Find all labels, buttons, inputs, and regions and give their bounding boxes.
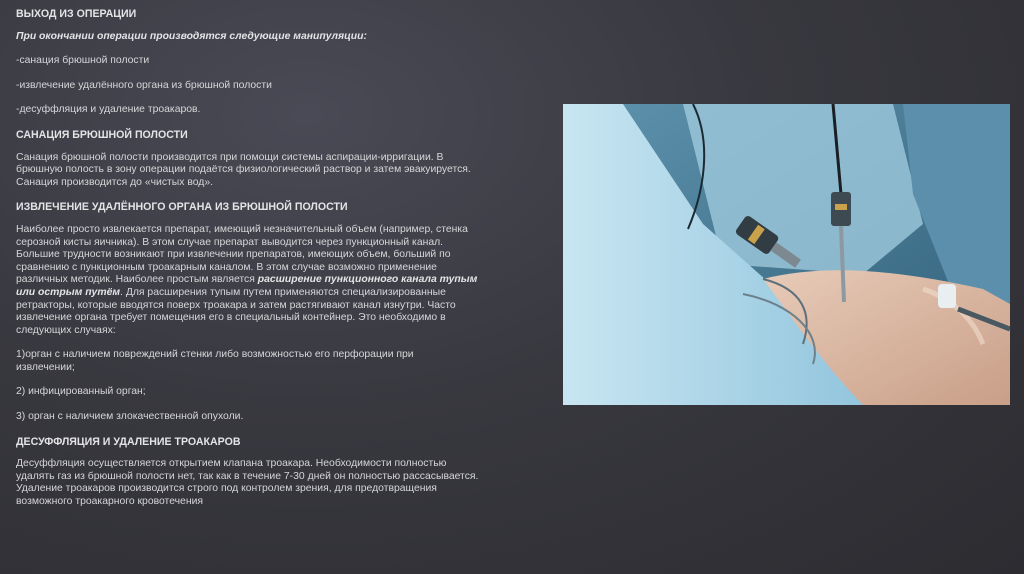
body-line: Большие трудности возникают при извлечении препаратов, имеющих объем, больший по — [16, 249, 451, 261]
emphasis-text: расширение пункционного канала тупым — [257, 274, 478, 286]
body-line: Санация производится до «чистых вод». — [16, 176, 214, 188]
body-line: ретракторы, которые вводятся поверх троакара и затем растягивают канал изнутри. Часто — [16, 299, 456, 311]
body-text: различных методик. Наиболее простым является — [16, 274, 258, 286]
body-line — [16, 287, 536, 300]
body-line: извлечение органа требует помещения его в специальный контейнер. Это необходимо в — [16, 312, 446, 324]
body-line: Удаление троакаров производится строго под контролем зрения, для предотвращения — [16, 483, 437, 495]
laparoscopy-photo — [563, 104, 1010, 405]
body-text: . Для расширения тупым путем применяются специализированные — [120, 286, 446, 298]
case-line: 1)орган с наличием повреждений стенки либо возможностью его перфорации при — [16, 349, 414, 361]
section-heading-desufflation: ДЕСУФФЛЯЦИЯ И УДАЛЕНИЕ ТРОАКАРОВ — [16, 435, 241, 448]
case-item: 3) орган с наличием злокачественной опухоли. — [16, 411, 244, 423]
case-item — [16, 349, 536, 374]
section-body-desufflation — [16, 458, 536, 508]
body-line: серозной кисты яичника). В этом случае препарат выводится через пункционный канал. — [16, 236, 444, 248]
case-item: 2) инфицированный орган; — [16, 386, 146, 398]
step-item: -десуффляция и удаление троакаров. — [16, 104, 201, 116]
body-line: Десуффляция осуществляется открытием клапана троакара. Необходимости полностью — [16, 458, 447, 470]
body-line — [16, 274, 536, 287]
body-line: удалять газ из брюшной полости нет, так как в течение 7-30 дней он полностью рассасывается. — [16, 470, 479, 482]
body-line: следующих случаях: — [16, 324, 116, 336]
section-heading-sanation: САНАЦИЯ БРЮШНОЙ ПОЛОСТИ — [16, 128, 188, 141]
slide-title: ВЫХОД ИЗ ОПЕРАЦИИ — [16, 8, 137, 20]
section-body-sanation — [16, 152, 536, 190]
section-heading-extraction: ИЗВЛЕЧЕНИЕ УДАЛЁННОГО ОРГАНА ИЗ БРЮШНОЙ ПОЛОСТИ — [16, 201, 348, 214]
intro-text: При окончании операции производятся следующие манипуляции: — [16, 30, 367, 42]
laparoscopy-illustration — [563, 104, 1010, 405]
body-line: Санация брюшной полости производится при помощи системы аспирации-ирригации. В — [16, 151, 444, 163]
body-line: брюшную полость в зону операции подаётся физиологический раствор и затем эвакуируется. — [16, 164, 471, 176]
step-item: -санация брюшной полости — [16, 55, 150, 67]
slide-text — [16, 4, 536, 509]
step-item: -извлечение удалённого органа из брюшной полости — [16, 79, 272, 91]
section-body-extraction — [16, 224, 536, 337]
body-line: сравнению с пункционным троакарным каналом. В этом случае возможно применение — [16, 261, 437, 273]
emphasis-text: или острым путём — [16, 286, 121, 298]
case-line: извлечении; — [16, 361, 75, 373]
body-line: Наиболее просто извлекается препарат, имеющий незначительный объем (например, стенка — [16, 223, 468, 235]
body-line: возможного троакарного кровотечения — [16, 496, 203, 508]
